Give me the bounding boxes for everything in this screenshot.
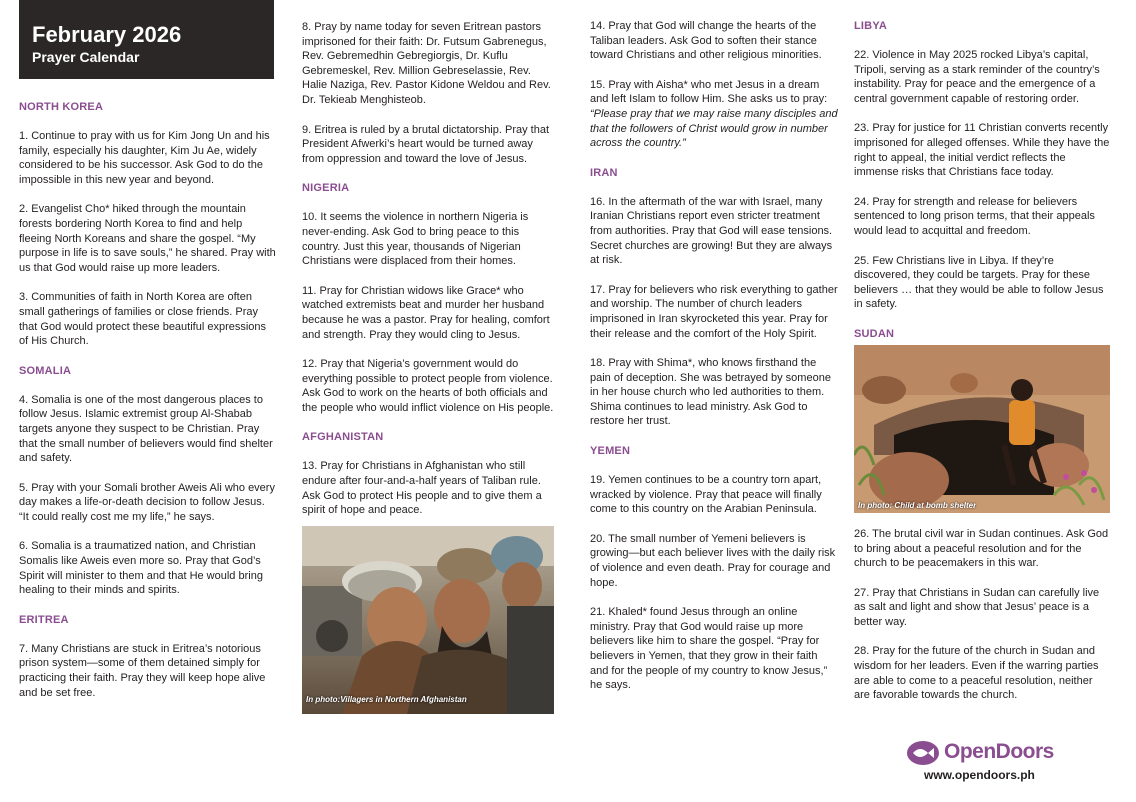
- prayer-item: 11. Pray for Christian widows like Grace* who watched extremists beat and murder her husband because he was a pastor. Pray for healing, comfort and strength. Pray they would cling to Jesus.: [302, 284, 550, 341]
- prayer-item: 16. In the aftermath of the war with Israel, many Iranian Christians report even stricter treatment from authorities. Pray that God will ease tensions. Secret churches are growing! But they are always at risk.: [590, 195, 833, 267]
- prayer-item-intro: 15. Pray with Aisha* who met Jesus in a dream and left Islam to follow Him. She asks us to pray:: [590, 78, 828, 106]
- prayer-item: 25. Few Christians live in Libya. If they’re discovered, they could be targets. Pray for these believers … that they would be able to follow Jesus in safety.: [854, 254, 1104, 311]
- prayer-item: 3. Communities of faith in North Korea are often small gatherings of families or close friends. Pray that God would protect these beautiful expressions of His Church.: [19, 291, 267, 348]
- photo-caption: In photo: Child at bomb shelter: [858, 500, 977, 510]
- website-link[interactable]: www.opendoors.ph: [924, 768, 1035, 782]
- prayer-item: 2. Evangelist Cho* hiked through the mountain forests bordering North Korea to find and help fleeing North Koreans and share the gospel. “My purpose in life is to save souls,” he shared. Pray with us that God would raise up more leaders.: [19, 203, 276, 274]
- prayer-item: 22. Violence in May 2025 rocked Libya’s capital, Tripoli, serving as a stark reminder of the country’s instability. Pray for peace and the emergence of a central government capable of restoring order.: [854, 49, 1100, 105]
- opendoors-logo: [906, 738, 1066, 770]
- opendoors-fish-icon: [906, 740, 940, 766]
- prayer-item: [590, 78, 838, 151]
- prayer-item: 9. Eritrea is ruled by a brutal dictatorship. Pray that President Afwerki’s heart would be turned away from oppression and toward the love of Jesus.: [302, 123, 550, 165]
- section-heading-sudan: SUDAN: [854, 327, 895, 340]
- prayer-item-quote: “Please pray that we may raise many disciples and that the followers of Christ would grow in number across the country.”: [590, 107, 838, 150]
- column-4: [854, 19, 1110, 718]
- prayer-item: 18. Pray with Shima*, who knows firsthand the pain of deception. She was betrayed by someone in her house church who led authorities to them. Shima continues to lead ministry. Ask God to restore her trust.: [590, 357, 831, 428]
- prayer-item: 13. Pray for Christians in Afghanistan who still endure after four-and-a-half years of Taliban rule. Ask God to protect His people and to give them a spirit of hope and peace.: [302, 460, 542, 517]
- section-heading-afghanistan: AFGHANISTAN: [302, 431, 384, 444]
- page-title: February 2026: [32, 22, 182, 47]
- prayer-item: 5. Pray with your Somali brother Aweis Ali who every day makes a life-or-death decision to follow Jesus. “It could really cost me my life,” he says.: [19, 481, 275, 523]
- prayer-item: 20. The small number of Yemeni believers is growing—but each believer lives with the daily risk of violence and even death. Pray for courage and hope.: [590, 532, 836, 589]
- prayer-item: 21. Khaled* found Jesus through an online ministry. Pray that God would raise up more believers like him to share the gospel. “Pray for believers in Yemen, that they grow in their faith and for the people of my country to know Jesus,” he says.: [590, 606, 828, 692]
- prayer-item: 24. Pray for strength and release for believers sentenced to long prison terms, that their appeals would lead to acquittal and freedom.: [854, 195, 1095, 237]
- header-banner: [19, 0, 274, 79]
- prayer-item: 19. Yemen continues to be a country torn apart, wracked by violence. Pray that peace will finally come to this country on the Arabian Peninsula.: [590, 474, 822, 516]
- prayer-item: 12. Pray that Nigeria’s government would do everything possible to protect people from violence. Ask God to work on the hearts of both officials and the people who would inflict violence on His people.: [302, 358, 554, 414]
- section-heading-libya: LIBYA: [854, 20, 887, 32]
- section-heading-north-korea: NORTH KOREA: [19, 101, 104, 113]
- section-heading-iran: IRAN: [590, 166, 618, 179]
- logo-wordmark: OpenDoors: [944, 740, 1054, 763]
- section-heading-nigeria: NIGERIA: [302, 182, 350, 195]
- column-3: [590, 19, 838, 708]
- afghanistan-photo-art: [302, 526, 554, 714]
- prayer-item: 27. Pray that Christians in Sudan can carefully live as salt and light and show that Jesus’ peace is a better way.: [854, 586, 1100, 628]
- prayer-item: 4. Somalia is one of the most dangerous places to follow Jesus. Islamic extremist group Al-Shabab targets anyone they suspect to be Christian. Pray that the small number of believers would find shelter and safety.: [19, 393, 273, 465]
- prayer-item: 17. Pray for believers who risk everything to gather and worship. The number of church leaders imprisoned in Iran skyrocketed this year. Pray for their release and the comfort of the Holy Spirit.: [590, 283, 838, 340]
- prayer-item: 8. Pray by name today for seven Eritrean pastors imprisoned for their faith: Dr. Futsum Gabrenegus, Rev. Gebremedhin Gebregiorgis, Dr. Kuflu Gebremeskel, Rev. Million Gebreselassie, Rev. Halie Naziga, Rev. Pastor Kidone Weldou and Rev. Dr. Tekieab Menghisteob.: [302, 21, 551, 106]
- section-heading-somalia: SOMALIA: [19, 364, 72, 377]
- prayer-item: 23. Pray for justice for 11 Christian converts recently imprisoned for alleged offenses. While they have the right to appeal, the initial verdict reflects the immense risks that Christians face today.: [854, 122, 1110, 179]
- prayer-item: 14. Pray that God will change the hearts of the Taliban leaders. Ask God to soften their stance toward Christians and other religious minorities.: [590, 20, 822, 62]
- prayer-item: 1. Continue to pray with us for Kim Jong Un and his family, especially his daughter, Kim Ju Ae, widely considered to be his successor. Ask God to do the impossible in this new year and beyond.: [19, 130, 270, 186]
- photo-sudan-child: [854, 345, 1110, 513]
- section-heading-eritrea: ERITREA: [19, 613, 69, 626]
- column-2: [302, 20, 554, 714]
- prayer-item: 28. Pray for the future of the church in Sudan and wisdom for her leaders. Even if the warring parties are able to come to a peaceful resolution, neither are favorable towards the church.: [854, 645, 1099, 702]
- photo-afghanistan-villagers: [302, 526, 554, 714]
- prayer-item: 26. The brutal civil war in Sudan continues. Ask God to bring about a peaceful resolution and for the church to be peacemakers in this war.: [854, 527, 1109, 570]
- page-subtitle: Prayer Calendar: [32, 49, 140, 65]
- sudan-photo-art: [854, 345, 1110, 513]
- column-1: [19, 100, 276, 715]
- photo-caption: In photo:Villagers in Northern Afghanistan: [306, 694, 467, 704]
- prayer-item: 7. Many Christians are stuck in Eritrea’s notorious prison system—some of them detained simply for practicing their faith. Pray they will keep hope alive and be set free.: [19, 642, 266, 699]
- prayer-item: 6. Somalia is a traumatized nation, and Christian Somalis like Aweis even more so. Pray that God’s Spirit will minister to them and that He would bring healing to their minds and spirits.: [19, 540, 263, 597]
- section-heading-yemen: YEMEN: [590, 445, 631, 458]
- prayer-item: 10. It seems the violence in northern Nigeria is never-ending. Ask God to bring peace to this country. Just this year, thousands of Nigerian Christians were displaced from their homes.: [302, 211, 529, 268]
